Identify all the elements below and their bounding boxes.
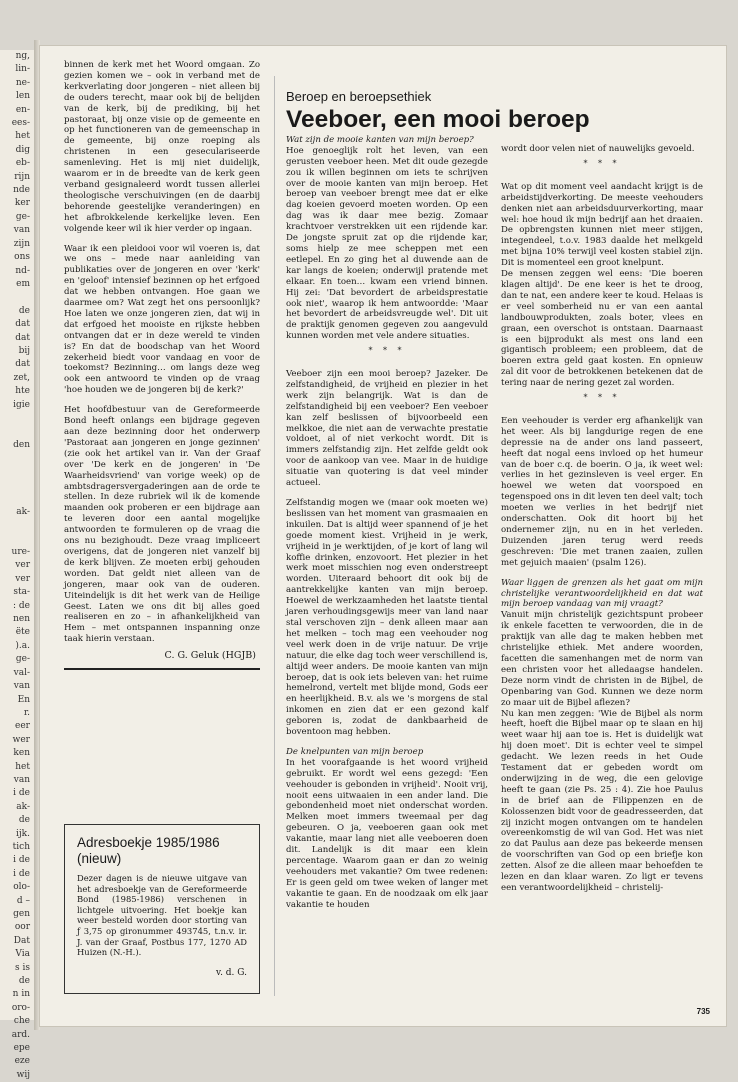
margin-fragment: nde [13,185,30,196]
margin-fragment: ver [15,560,30,571]
margin-fragment: nen [13,614,30,625]
margin-fragment: ken [13,748,30,759]
margin-fragment [0,519,30,532]
margin-fragment: lin- [15,64,30,75]
margin-fragment: epe [13,1043,30,1054]
margin-fragment: en- [15,104,30,115]
column-middle [286,89,590,911]
paragraph: wordt door velen niet of nauwelijks gevoeld. [501,144,695,154]
article-kicker: Beroep en beroepsethiek [286,89,432,104]
paragraph: Het hoofdbestuur van de Gereformeerde Bond heeft onlangs een bijdrage gegeven aan deze bezinning door het onderwerp 'Pastoraat aan jongeren en jonge gezinnen' (zie ook het artikel van ir. Van der Graaf over 'De kerk en de jongeren' in 'De Waarheidsvriend' van vorige week) op de ambtsdragersvergaderingen aan de orde te stellen. In deze rubriek wil ik de komende maanden ook proberen er een bijdrage aan te leveren door een aantal mogelijke antwoorden te formuleren op de vraag die ons nu bezighoudt. Deze vraag impliceert overigens, dat de jongeren niet vanzelf bij de kerk blijven. Ze moeten erbij gehouden worden. Dat geldt niet alleen van de jongeren, maar ook van de ouderen. Uiteindelijk is dit het werk van de Heilige Geest. Laten we ons dit bij alles goed realiseren en zo – in afhankelijkheid van Hem – met ontspannen inspanning onze taak hierin verstaan. [64,405,260,645]
margin-fragment: zet, [13,372,30,383]
section-rule [64,668,260,670]
margin-fragment: oor [14,922,30,933]
subheading: De knelpunten van mijn beroep [286,746,424,757]
margin-fragment: zijn [13,238,30,249]
margin-fragment: van [13,225,30,236]
paragraph: Nu kan men zeggen: 'Wie de Bijbel als norm heeft, hoeft die Bijbel maar op te slaan en hij weet waar hij aan toe is. Het is duidelijk wat hij doen moet'. Dit is echter veel te simpel gedacht. We lezen reeds in het Oude Testament dat er gebeden wordt om onderwijzing in de weg, die een gelovige heeft te gaan (zie Ps. 25 : 4). Zie hoe Paulus in de brief aan de Filippenzen en de Kolossenzen bidt voor de geadresseerden, dat zij inzicht mogen ontvangen om te handelen overeenkomstig de wil van God. Het was niet zo dat Paulus aan deze pas bekeerde mensen de voorschriften van God op een briefje kon zetten. Alsof ze die alleen maar behoefden te lezen en dan klaar waren. Zo ligt er tevens een verantwoordelijkheid – christelij- [501,708,703,893]
margin-fragment [0,412,30,425]
margin-fragment: het [15,131,30,142]
section-separator: * * * [368,346,406,356]
margin-fragment: gen [13,909,30,919]
subheading: Wat zijn de mooie kanten van mijn beroep? [286,134,474,145]
author-signature: C. G. Geluk (HGJB) [164,650,256,662]
notice-text: Dezer dagen is de nieuwe uitgave van het adresboekje van de Gereformeerde Bond (1985-1986) verschenen in lichtgele uitvoering. Het boekje kan weer besteld worden door storting van ƒ 3,75 op gironummer 493745, t.n.v. ir. J. van der Graaf, Postbus 177, 1270 AD Huizen (N.-H.). [77,873,247,958]
margin-fragment [0,466,30,479]
margin-fragment: che [13,1016,30,1027]
margin-fragment: em [16,278,30,289]
paragraph: Veeboer zijn een mooi beroep? Jazeker. De zelfstandigheid, de vrijheid en plezier in het werk zijn belangrijk. Wat is dan de zelfstandigheid bij een veeboer? Een veeboer kan zelf beslissen of bijvoorbeeld een melkkoe, die niet aan de verwachte prestatie voldoet, al of niet verkocht wordt. Dit is immers zelfstandig zijn. Het zelfde geldt ook voor de aankoop van vee. Maar in de huidige situatie van quotering is dat veel minder actueel. [286,369,488,489]
margin-fragment [0,291,30,304]
margin-fragment: ng, [15,51,30,61]
margin-fragment: eer [15,721,30,732]
margin-fragment: : de [13,600,30,611]
magazine-page [40,46,726,1026]
section-separator: * * * [583,158,621,168]
address-book-notice [64,824,260,994]
margin-fragment: wij [16,1069,30,1080]
paragraph: Wat zijn de mooie kanten van mijn beroep? Hoe genoeglijk rolt het leven, van een gerusten veeboer heen. Met dit oude gezegde zou ik willen beginnen om iets te schrijven over de mooie kanten van mijn beroep. Het beroep van veeboer brengt mee dat er elke dag koeien gevoerd moeten worden. Op een dag was ik daar mee bezig. Zomaar krachtvoer verstrekken uit een rijdende kar. De jongste spruit zat op die rijdende kar, soms hielp ze mee scheppen met een eetlepel. En zo ging het al duwende aan de kar langs de koeien; onderwijl pratende met elkaar. En toen… kwam een vriend binnen. Hij zei: 'Dat bevordert de arbeidsprestatie ook niet', waarop ik hem antwoordde: 'Maar het bevordert de arbeidsvreugde wel'. Dit uit de praktijk genomen gegeven zou aangevuld kunnen worden met vele andere situaties. [286,134,488,342]
margin-fragment [0,533,30,546]
margin-fragment: hte [15,386,30,397]
margin-fragment: ees- [11,118,30,129]
paragraph: De mensen zeggen wel eens: 'Die boeren klagen altijd'. De ene keer is het te droog, dan te nat, een andere keer te koud. Helaas is er veel somberheid nu er van een aantal landbouwprodukten, zoals boter, vlees en graan, een overschot is ontstaan. Daarnaast is een bijprodukt als mest ons land een gigantisch probleem; een probleem, dat de boeren extra geld gaat kosten. En opnieuw zal dit voor de betrokkenen betekenen dat de tering naar de nering gezet zal worden. [501,269,703,389]
article-title: Veeboer, een mooi beroep [286,105,590,133]
margin-fragment: de [18,305,30,316]
paragraph: Zelfstandig mogen we (maar ook moeten we) beslissen van het moment van grasmaaien en inkuilen. Dat is altijd weer spannend of je het goede moment kiest. Vrijheid in je werk, vrijheid in je werktijden, of je kort of lang wil koffie drinken, enzovoort. Het plezier in het werk moet misschien nog even onderstreept worden. Uiteraard behoort dit ook bij de aantrekkelijke kanten van mijn beroep. Hoewel de werkzaamheden het laatste tiental jaren verhoudingsgewijs meer van land naar stal verschoven zijn – denk alleen maar aan het melken – toch mag een veehouder nog veel werk doen in de vrije natuur. De vrije natuur, die elke dag toch weer verschillend is, altijd weer anders. De mooie kanten van mijn beroep, dat is ook iets beleven van: het ruime hemelrond, vertelt met blijde mond, Gods eer en heerlijkheid. B.v. als we 's morgens de stal inkomen en zien dat er een gezond kalf geboren is, zodat de dankbaarheid de boventoon mag hebben. [286,498,488,738]
column-left [64,60,260,670]
margin-fragment: van [13,774,30,785]
margin-fragment: oro- [11,1002,30,1013]
margin-fragment: Via [15,949,30,960]
margin-fragment: het [15,761,30,772]
margin-fragment: dig [15,144,30,155]
margin-fragment: de [18,976,30,987]
margin-fragment: val- [13,667,30,678]
margin-fragment: den [13,439,30,450]
margin-fragment: tich [12,841,30,852]
margin-fragment: sta- [13,587,30,598]
margin-fragment: bij [18,345,30,356]
column-right [501,144,703,894]
margin-fragment: dat [15,359,30,370]
margin-fragment: s is [15,962,30,973]
margin-fragment: ijk. [16,828,30,839]
margin-fragment: ver [15,573,30,584]
margin-fragment: i de [13,868,30,879]
margin-fragment: ge- [15,211,30,222]
margin-fragment: de [18,815,30,826]
margin-fragment: r. [23,707,30,718]
margin-fragment: ).a. [15,640,30,651]
margin-fragment: dat [15,332,30,343]
margin-fragment: Dat [13,935,30,946]
paragraph: Een veehouder is verder erg afhankelijk van het weer. Als bij langdurige regen de ene depressie na de ander ons land passeert, heeft dat nogal eens invloed op het humeur van de boer c.q. de boerin. O ja, ik weet wel: verlies in het gezinsleven is veel erger. En hoewel we weten dat voorspoed en tegenspoed ons in dit leven ten deel valt; toch moeten we verlies in het bedrijf niet onderschatten. Ook dit hoort bij het ondernemer zijn, nu en in het verleden. Duizenden jaren terug werd reeds geschreven: 'Die met tranen zaaien, zullen met gejuich maaien' (psalm 126). [501,415,703,568]
margin-fragment: rijn [14,171,30,182]
margin-fragment: i de [13,788,30,799]
paragraph: binnen de kerk met het Woord omgaan. Zo gezien komen we – ook in verband met de kerkverlating door jongeren – niet alleen bij de ouders terecht, maar ook bij de belijden van de kerk, bij de prediking, bij het pastoraat, bij onze visie op de gemeente en op het functioneren van de gemeenschap in de gemeente, bij onze roeping als christenen in een geseculariseerde samenleving. Het is mij niet duidelijk, waarom er in de breedte van de kerk geen verband gesignaleerd wordt tussen allerlei theologische verschuivingen (en de daarbij behorende geestelijke veranderingen) en het afbrokkelende kerkelijke leven. Een volgende keer wil ik hier verder op ingaan. [64,60,260,234]
margin-fragment: i de [13,855,30,866]
margin-fragment: ak- [16,801,30,812]
margin-fragment: ne- [15,77,30,88]
margin-fragment: d – [16,895,30,906]
notice-signature: v. d. G. [216,967,247,978]
margin-fragment: ëte [15,627,30,638]
page-number: 735 [696,1007,710,1016]
margin-fragment: van [13,681,30,692]
margin-fragment: ons [14,252,30,263]
margin-fragment: wer [12,734,30,745]
margin-fragment: ge- [15,654,30,665]
margin-fragment [0,492,30,505]
previous-page-edge [0,50,34,1080]
subheading: Waar liggen de grenzen als het gaat om mijn christelijke verantwoordelijkheid en dat wat mijn beroep vandaag van mij vraagt? [501,577,703,610]
margin-fragment: nd- [15,265,30,276]
margin-fragment: ard. [11,1029,30,1040]
margin-fragment: dat [15,319,30,330]
margin-fragment: n in [12,989,30,1000]
paragraph: De knelpunten van mijn beroep In het voorafgaande is het woord vrijheid gebruikt. Er wordt wel eens gezegd: 'Een veehouder is gebonden in vrijheid'. Nooit vrij, nooit eens uitwaaien in een ander land. Die gebondenheid moet niet onderschat worden. Melken moet immers tweemaal per dag gebeuren. O ja, veeboeren gaan ook met vakantie, maar lang niet alle veeboeren doen dit. Landelijk is dit maar een klein percentage. Waarom gaan er dan zo weinig veehouders met vakantie? Om twee redenen: Er is geen geld om twee weken of langer met vakantie te gaan. En de noodzaak om elk jaar vakantie te houden [286,746,488,910]
paragraph: Waar ik een pleidooi voor wil voeren is, dat we ons – mede naar aanleiding van publikaties over de jongeren en over 'kerk' en 'geloof' intensief bezinnen op het erfgoed dat we hebben ontvangen. Hoe gaan we daarmee om? Wat zegt het ons persoonlijk? Hoe laten we onze jongeren zien, dat wij in dat erfgoed het mooiste en rijkste hebben ontvangen dat er in deze wereld te vinden is? En dat de boodschap van het Woord zekerheid biedt voor vandaag en voor de toekomst? Bezinning… om langs deze weg ook een antwoord te vinden op de vraag 'hoe houden we de jongeren bij de kerk?' [64,243,260,396]
section-separator: * * * [583,393,621,403]
margin-fragment [0,452,30,465]
margin-fragment: eb- [15,158,30,169]
margin-fragment: len [15,91,30,102]
paragraph: Wat op dit moment veel aandacht krijgt is de arbeidstijdverkorting. De meeste veehouders denken niet aan arbeidsduurverkorting, maar wel: hoe houd ik mijn bedrijf aan het draaien. De opbrengsten kunnen niet meer stijgen, integendeel, t.o.v. 1983 daalde het melkgeld met bijna 10% terwijl veel kosten stabiel zijn. Dit is momenteel een groot knelpunt. [501,181,703,269]
paragraph: Waar liggen de grenzen als het gaat om mijn christelijke verantwoordelijkheid en dat wat mijn beroep vandaag van mij vraagt? Vanuit mijn christelijk gezichtspunt probeer ik enkele facetten te verwoorden, die in de praktijk van alle dag te maken hebben met christelijke ethiek. Met andere woorden, facetten die samenhangen met de norm van een christen voor het alledaagse handelen. Deze norm vindt de christen in de Bijbel, de Openbaring van God. Kunnen we deze norm zo maar uit de Bijbel aflezen? [501,577,703,708]
margin-fragment: En [17,694,30,705]
margin-fragment: ker [14,198,30,209]
column-divider [274,76,275,996]
margin-fragment: ak- [16,506,30,517]
margin-fragment: igie [13,399,30,410]
notice-title: Adresboekje 1985/1986 (nieuw) [77,835,220,866]
margin-fragment: olo- [13,882,30,893]
margin-fragment: eze [14,1056,30,1067]
margin-fragment: ure- [11,547,30,558]
margin-fragment [0,425,30,438]
margin-fragment [0,479,30,492]
